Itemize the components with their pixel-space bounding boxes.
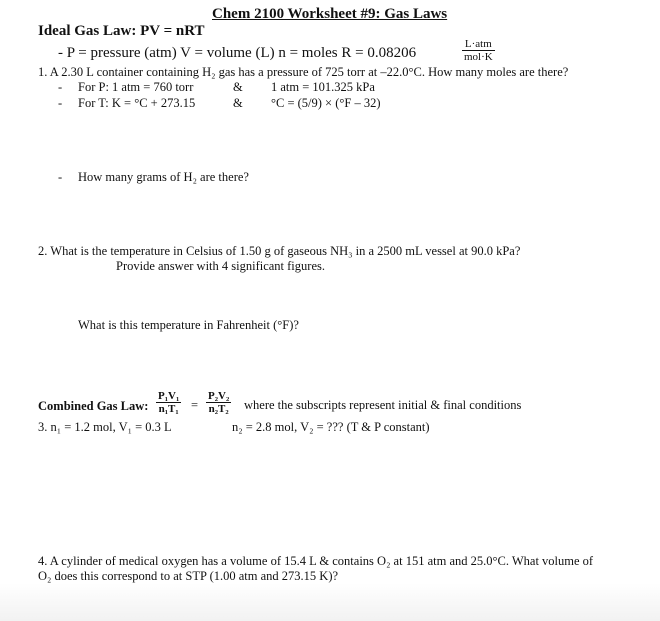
followup-dash: - — [58, 170, 63, 184]
question-4-line-1: 4. A cylinder of medical oxygen has a volume of 15.4 L & contains O₂ at 151 atm and 25.0°C. What volume of — [38, 554, 594, 568]
hint-fahrenheit-formula: °C = (5/9) × (°F – 32) — [271, 96, 381, 110]
combined-gas-law-description: where the subscripts represent initial & final conditions — [244, 398, 522, 412]
r-units-fraction — [462, 38, 495, 63]
question-2-note: Provide answer with 4 significant figures. — [116, 259, 325, 273]
lhs-denominator: n₁T₁ — [156, 402, 181, 415]
question-3-text: 3. n₁ = 1.2 mol, V₁ = 0.3 L — [38, 420, 172, 434]
hint-temperature-label: For T: K = °C + 273.15 — [78, 96, 196, 110]
hint-ampersand: & — [233, 80, 243, 94]
page-bottom-shade — [0, 583, 660, 621]
question-2-followup: What is this temperature in Fahrenheit (°F)? — [78, 318, 299, 332]
r-units-denominator: mol·K — [464, 51, 493, 63]
question-3-given: n₂ = 2.8 mol, V₂ = ??? (T & P constant) — [232, 420, 430, 434]
combined-rhs-fraction — [206, 390, 231, 415]
combined-gas-law-label: Combined Gas Law: — [38, 399, 149, 413]
question-4-line-2: O₂ does this correspond to at STP (1.00 atm and 273.15 K)? — [38, 569, 339, 583]
ideal-gas-variables: - P = pressure (atm) V = volume (L) n = moles R = 0.08206 — [58, 45, 417, 61]
hint-pressure-label: For P: 1 atm = 760 torr — [78, 80, 194, 94]
hint-ampersand: & — [233, 96, 243, 110]
question-2-text: 2. What is the temperature in Celsius of 1.50 g of gaseous NH₃ in a 2500 mL vessel at 90.0 kPa? — [38, 244, 521, 258]
rhs-numerator: P₂V₂ — [208, 390, 230, 402]
combined-lhs-fraction — [156, 390, 181, 415]
equals-sign: = — [191, 398, 199, 412]
r-units-numerator: L·atm — [464, 38, 492, 50]
hint-dash: - — [58, 96, 63, 110]
hint-pressure-kpa: 1 atm = 101.325 kPa — [271, 80, 375, 94]
question-1-text: 1. A 2.30 L container containing H₂ gas has a pressure of 725 torr at –22.0°C. How many moles are there? — [38, 65, 569, 79]
rhs-denominator: n₂T₂ — [206, 402, 231, 415]
lhs-numerator: P₁V₁ — [158, 390, 180, 402]
hint-dash: - — [58, 80, 63, 94]
question-1-followup: How many grams of H₂ are there? — [78, 170, 249, 184]
ideal-gas-law-heading: Ideal Gas Law: PV = nRT — [38, 23, 205, 39]
page-title: Chem 2100 Worksheet #9: Gas Laws — [212, 6, 448, 22]
